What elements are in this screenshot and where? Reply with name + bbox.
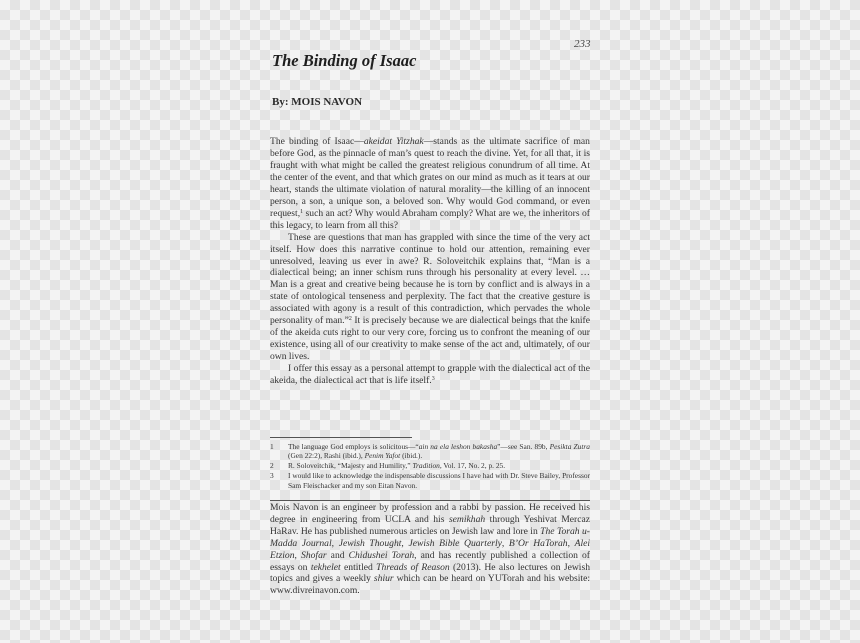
italic-text: Shofar <box>301 549 327 561</box>
italic-text: Penim Yafot <box>364 451 401 461</box>
italic-text: shiur <box>373 573 394 585</box>
italic-text: Chidushei Torah <box>348 549 415 561</box>
text-run: and <box>326 549 349 561</box>
italic-text: ain na ela leshon bakasha <box>418 442 498 451</box>
footnote-number: 3 <box>270 471 274 481</box>
italic-text: akeidat Yitzhak <box>363 136 424 147</box>
author-bio <box>270 502 590 597</box>
bio-divider <box>270 500 590 501</box>
footnote-number: 2 <box>270 461 274 471</box>
author-byline: By: MOIS NAVON <box>272 96 363 108</box>
text-run: Mois Navon is an engineer by profession and a rabbi by passion. He received his degree in engineering from UCLA and his <box>270 502 590 525</box>
article-body <box>270 136 590 387</box>
footnote-text <box>288 471 590 490</box>
body-paragraph <box>270 363 590 387</box>
footnote-number: 1 <box>270 442 274 451</box>
footnote-marker: 1 <box>300 208 304 215</box>
footnote <box>270 442 590 461</box>
text-run: The binding of Isaac— <box>270 136 364 147</box>
footnote-marker: 3 <box>431 376 435 383</box>
italic-text: The Torah u-Madda Journal <box>270 525 590 549</box>
text-run: I offer this essay as a personal attempt to grapple with the dialectical act of the akeida, the dialectical act that is life itself. <box>270 363 590 387</box>
footnote <box>270 471 590 490</box>
footnote-text <box>288 461 590 470</box>
text-run: such an act? Why would Abraham comply? What are we, the inheritors of this legacy, to learn from all this? <box>270 207 590 231</box>
text-run: , <box>331 537 339 549</box>
italic-text: semikhah <box>448 513 486 525</box>
italic-text: Pesikta Zutra <box>549 442 590 451</box>
footnote <box>270 461 590 470</box>
text-run: These are questions that man has grappled with since the time of the very act itself. How does this narrative continue to hold our attention, remaining ever unresolved, leaving us ever in awe? R. Soloveitchik explains that, “Man is a dialectical being; an inner schism runs through his personality at every level. … Man is a great and creative being because he is torn by conflict and is always in a state of ontological tenseness and perplexity. The fact that the creative gesture is associated with agony is a result of this contradiction, which pervades the whole personality of man.” <box>270 231 590 327</box>
text-run: entitled <box>340 561 377 573</box>
text-run: —stands as the ultimate sacrifice of man before God, as the pinnacle of man’s quest to reach the divine. Yet, for all that, it is fraught with what might be called the greatest religious conundrum of all time. At the center of the event, and that which grates on our mind as much as it tears at our heart, stands the ultimate violation of natural morality—the killing of an innocent person, a son, a unique son, a beloved son. Why would God command, or even request, <box>270 136 590 219</box>
text-run: The language God employs is solicitous—“ <box>288 442 419 451</box>
footnote-divider <box>270 437 412 438</box>
italic-text: tekhelet <box>310 561 341 573</box>
italic-text: B’Or HaTorah <box>508 537 568 549</box>
italic-text: Threads of Reason <box>376 561 450 573</box>
text-run: , Vol. 17, No. 2, p. 25. <box>439 461 506 471</box>
text-run: It is precisely because we are dialectical beings that the knife of the akeida cuts right to our very core, forcing us to confront the meaning of our existence, using all of our creativity to make sense of the act and, ultimately, of our own lives. <box>270 315 591 363</box>
text-run: which can be heard on YUTorah and his website: www.divreinavon.com. <box>270 573 590 597</box>
text-run: , <box>501 537 509 549</box>
italic-text: Jewish Bible Quarterly <box>408 537 502 549</box>
page-number: 233 <box>574 38 591 50</box>
text-run: , <box>401 537 409 549</box>
text-run: , <box>567 537 575 549</box>
text-run: , <box>294 549 302 561</box>
italic-text: Jewish Thought <box>338 537 402 549</box>
text-run: (2013). He also lectures on Jewish topics and gives a weekly <box>270 561 590 585</box>
footnotes <box>270 442 590 491</box>
footnote-marker: 2 <box>348 316 352 323</box>
text-run: through Yeshivat Mercaz HaRav. He has published numerous articles on Jewish law and lore in <box>270 513 590 537</box>
text-run: (Gen 22:2), Rashi (ibid.), <box>288 451 365 461</box>
italic-text: Tradition <box>412 461 440 471</box>
text-run: (ibid.). <box>400 451 423 461</box>
article-title: The Binding of Isaac <box>272 51 417 70</box>
text-run: , and has recently published a collection of essays on <box>270 549 591 573</box>
body-paragraph <box>270 136 590 232</box>
italic-text: Alei Etzion <box>270 537 591 561</box>
footnote-text <box>288 442 590 461</box>
text-run: R. Soloveitchik, “Majesty and Humility,” <box>288 461 413 471</box>
text-run: ”—see San. 89b, <box>497 442 550 451</box>
body-paragraph <box>270 232 590 363</box>
text-run: I would like to acknowledge the indispensable discussions I have had with Dr. Steve Bailey, Professor Sam Fleischacker and my son Eitan Navon. <box>288 471 590 490</box>
